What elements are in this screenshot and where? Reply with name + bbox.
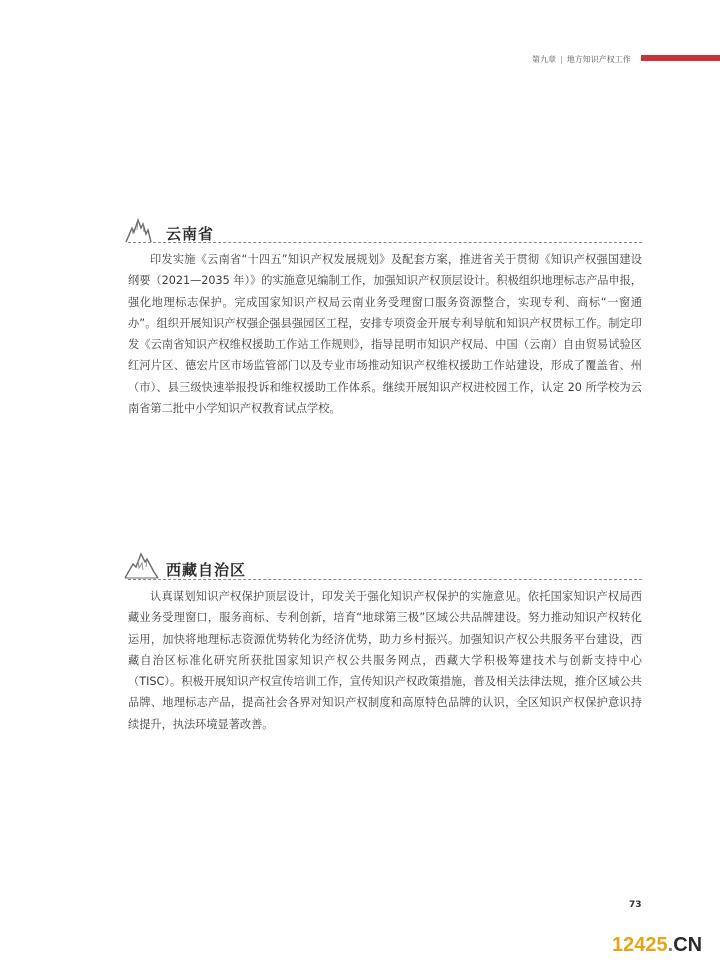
header-separator: | [560, 54, 563, 64]
mountain-icon [124, 214, 162, 244]
section-body-yunnan: 印发实施《云南省“十四五”知识产权发展规划》及配套方案，推进省关于贯彻《知识产权强国建设纲要（2021—2035 年）》的实施意见编制工作，加强知识产权顶层设计。积极组织地理标志产品申报，强化地理标志保护。完成国家知识产权局云南业务受理窗口服务资源整合，实现专利、商标“一窗通办”。组织开展知识产权强企强县强园区工程，安排专项资金开展专利导航和知识产权贯标工作。制定印发《云南省知识产权维权援助工作站工作规则》，指导昆明市知识产权局、中国（云南）自由贸易试验区红河片区、德宏片区市场监管部门以及专业市场推动知识产权维权援助工作站建设，形成了覆盖省、州（市）、县三级快速举报投诉和维权援助工作体系。继续开展知识产权进校园工作，认定 20 所学校为云南省第二批中小学知识产权教育试点学校。 [128, 253, 642, 416]
running-header [532, 52, 631, 66]
section-heading-yunnan [124, 214, 214, 244]
section-title: 西藏自治区 [166, 561, 247, 579]
header-accent-bar [641, 55, 720, 61]
section-divider [128, 579, 642, 580]
section-heading-tibet [124, 550, 246, 580]
section-divider [128, 242, 642, 243]
section-body-tibet: 认真谋划知识产权保护顶层设计，印发关于强化知识产权保护的实施意见。依托国家知识产权局西藏业务受理窗口，服务商标、专利创新，培育“地球第三极”区域公共品牌建设。努力推动知识产权转化运用，加快将地理标志资源优势转化为经济优势，助力乡村振兴。加强知识产权公共服务平台建设，西藏自治区标准化研究所获批国家知识产权公共服务网点，西藏大学积极筹建技术与创新支持中心（TISC）。积极开展知识产权宣传培训工作，宣传知识产权政策措施，普及相关法律法规，推介区域公共品牌、地理标志产品，提高社会各界对知识产权制度和高原特色品牌的认识，全区知识产权保护意识持续提升，执法环境显著改善。 [128, 590, 642, 731]
section-title: 云南省 [166, 225, 215, 243]
watermark-logo: 12425.CN [612, 934, 703, 956]
page-number: 73 [629, 900, 642, 910]
mountain-icon [124, 550, 162, 580]
section-label: 地方知识产权工作 [566, 54, 631, 64]
chapter-label: 第九章 [532, 54, 556, 64]
